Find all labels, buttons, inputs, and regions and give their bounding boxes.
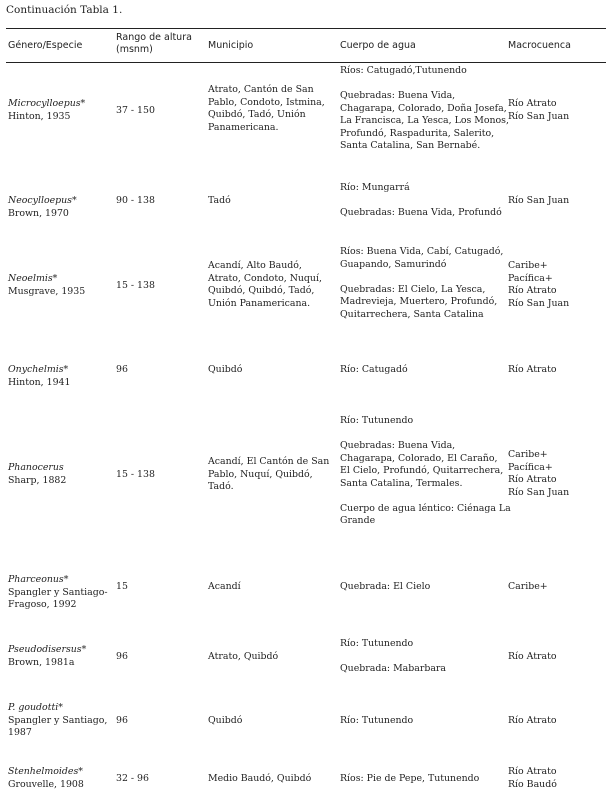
genus-name: Pseudodisersus* <box>8 644 87 655</box>
genus-cell <box>8 364 70 389</box>
municipio-cell: Quibdó <box>208 364 243 375</box>
rango-cell: 15 <box>116 581 128 592</box>
macro-cell: Río Atrato Río Baudó <box>508 766 557 790</box>
cuerpo-cell: Río: Tutunendo <box>340 715 414 726</box>
author-name: Hinton, 1941 <box>8 376 71 388</box>
rango-cell: 15 - 138 <box>116 469 155 480</box>
cuerpo-cell: Río: Tutunendo Quebradas: Buena Vida, Chagarapa, Colorado, El Caraño, El Cielo, Profundó, Quitarrechera, Santa Catalina, Termales. Cuerpo de agua léntico: Ciénaga La Grande <box>340 415 511 526</box>
header-rule <box>6 62 606 63</box>
macro-cell: Río Atrato <box>508 364 557 375</box>
municipio-cell: Atrato, Cantón de San Pablo, Condoto, Istmina, Quibdó, Tadó, Unión Panamericana. <box>208 84 325 133</box>
cuerpo-cell: Ríos: Pie de Pepe, Tutunendo <box>340 773 480 784</box>
cuerpo-cell: Río: Mungarrá Quebradas: Buena Vida, Profundó <box>340 182 502 218</box>
genus-cell <box>8 702 107 740</box>
cuerpo-cell: Ríos: Buena Vida, Cabí, Catugadó, Guapando, Samurindó Quebradas: El Cielo, La Yesca, Madrevieja, Muertero, Profundó, Quitarrechera, Santa Catalina <box>340 246 504 320</box>
header-genero: Género/Especie <box>8 40 83 51</box>
genus-cell <box>8 273 85 298</box>
macro-cell: Río Atrato <box>508 715 557 726</box>
genus-cell <box>8 462 66 487</box>
macro-cell: Caribe+ <box>508 581 548 592</box>
genus-cell <box>8 574 108 612</box>
genus-name: Neoelmis* <box>8 273 58 284</box>
header-cuerpo: Cuerpo de agua <box>340 40 416 51</box>
municipio-cell: Acandí <box>208 581 241 592</box>
header-macrocuenca: Macrocuenca <box>508 40 571 51</box>
rango-cell: 96 <box>116 364 128 375</box>
macro-cell: Río Atrato <box>508 651 557 662</box>
cuerpo-cell: Quebrada: El Cielo <box>340 581 431 592</box>
author-name: Musgrave, 1935 <box>8 285 86 297</box>
rango-cell: 96 <box>116 715 128 726</box>
author-name: Sharp, 1882 <box>8 474 67 486</box>
macro-cell: Caribe+ Pacífica+ Río Atrato Río San Juan <box>508 449 570 498</box>
macro-cell: Caribe+ Pacífica+ Río Atrato Río San Juan <box>508 260 570 309</box>
rango-cell: 96 <box>116 651 128 662</box>
genus-cell <box>8 195 77 220</box>
genus-name: Onychelmis* <box>8 364 69 375</box>
genus-name: Pharceonus* <box>8 574 69 585</box>
macro-cell: Río Atrato Río San Juan <box>508 98 570 122</box>
genus-cell <box>8 644 86 669</box>
header-rango: Rango de altura (msnm) <box>116 32 192 55</box>
cuerpo-cell: Ríos: Catugadó,Tutunendo Quebradas: Buena Vida, Chagarapa, Colorado, Doña Josefa, La Francisca, La Yesca, Los Monos, Profundó, Raspadurita, Salerito, Santa Catalina, San Bernabé. <box>340 65 509 151</box>
author-name: Brown, 1970 <box>8 207 69 219</box>
table-caption: Continuación Tabla 1. <box>6 4 123 16</box>
genus-cell <box>8 98 85 123</box>
header-municipio: Municipio <box>208 40 254 51</box>
cuerpo-cell: Río: Tutunendo Quebrada: Mabarbara <box>340 638 446 674</box>
genus-name: Neocylloepus* <box>8 195 77 206</box>
rango-cell: 37 - 150 <box>116 105 155 116</box>
author-name: Grouvelle, 1908 <box>8 778 84 790</box>
municipio-cell: Medio Baudó, Quibdó <box>208 773 312 784</box>
top-rule <box>6 28 606 29</box>
municipio-cell: Quibdó <box>208 715 243 726</box>
author-name: Spangler y Santiago- Fragoso, 1992 <box>8 586 108 610</box>
rango-cell: 32 - 96 <box>116 773 149 784</box>
genus-name: Phanocerus <box>8 462 64 473</box>
author-name: Brown, 1981a <box>8 656 75 668</box>
municipio-cell: Acandí, Alto Baudó, Atrato, Condoto, Nuquí, Quibdó, Quibdó, Tadó, Unión Panamericana. <box>208 260 322 309</box>
genus-cell <box>8 766 84 791</box>
municipio-cell: Tadó <box>208 195 231 206</box>
author-name: Spangler y Santiago, 1987 <box>8 714 108 738</box>
genus-name: P. goudotti* <box>8 702 63 713</box>
municipio-cell: Atrato, Quibdó <box>208 651 279 662</box>
genus-name: Microcylloepus* <box>8 98 86 109</box>
cuerpo-cell: Río: Catugadó <box>340 364 408 375</box>
rango-cell: 15 - 138 <box>116 280 155 291</box>
macro-cell: Río San Juan <box>508 195 570 206</box>
municipio-cell: Acandí, El Cantón de San Pablo, Nuquí, Quibdó, Tadó. <box>208 456 330 492</box>
author-name: Hinton, 1935 <box>8 110 71 122</box>
rango-cell: 90 - 138 <box>116 195 155 206</box>
genus-name: Stenhelmoides* <box>8 766 83 777</box>
